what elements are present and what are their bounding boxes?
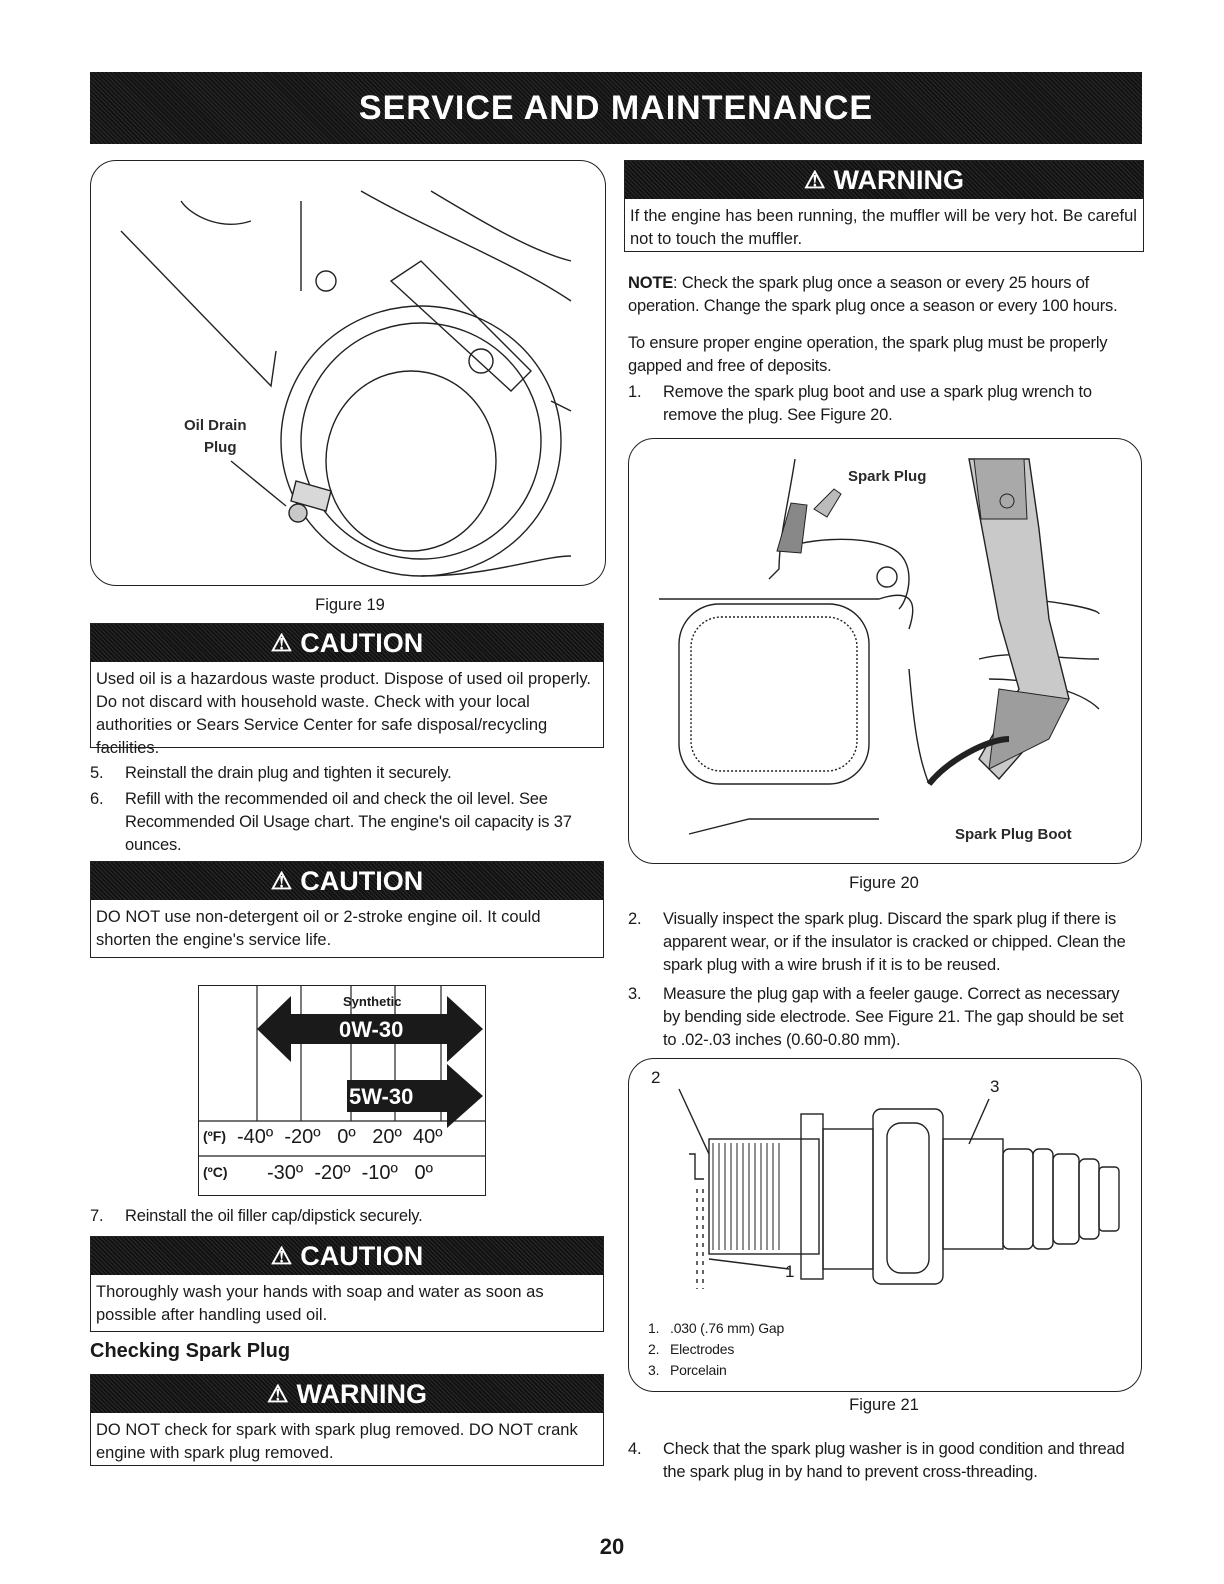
figure-21-caption: Figure 21 xyxy=(849,1396,919,1414)
warning-triangle-icon: ⚠ xyxy=(270,629,293,657)
page-number: 20 xyxy=(599,1534,625,1559)
oil-drain-illustration xyxy=(91,161,605,585)
spark-plug-label: Spark Plug xyxy=(848,468,927,485)
warning-text-1: If the engine has been running, the muffler will be very hot. Be careful not to touch the muffler. xyxy=(630,207,1137,248)
callout-1: 1 xyxy=(785,1262,795,1281)
caution-box-3 xyxy=(90,1236,604,1332)
celsius-values: -30º -20º -10º 0º xyxy=(267,1162,433,1184)
synthetic-label: Synthetic xyxy=(343,994,402,1009)
warning-triangle-icon: ⚠ xyxy=(270,867,293,895)
figure-20-caption: Figure 20 xyxy=(849,874,919,892)
oil-drain-label-2: Plug xyxy=(204,439,237,456)
page-banner xyxy=(90,72,1142,144)
banner-title: SERVICE AND MAINTENANCE xyxy=(358,88,874,127)
caution-header-1: ⚠ CAUTION xyxy=(91,624,603,662)
step-6: 6. Refill with the recommended oil and check the oil level. See Recommended Oil Usage chart. The engine's oil capacity is 37 ounces. xyxy=(90,790,572,854)
caution-text-2: DO NOT use non-detergent oil or 2-stroke engine oil. It could shorten the engine's service life. xyxy=(96,908,541,949)
step-1: 1. Remove the spark plug boot and use a spark plug wrench to remove the plug. See Figure 20. xyxy=(628,383,1092,424)
caution-text-1: Used oil is a hazardous waste product. Dispose of used oil properly. Do not discard with household waste. Check with your local authorities or Sears Service Center for safe disposal/recycling facilities. xyxy=(96,670,591,757)
figure-19-caption: Figure 19 xyxy=(315,596,385,614)
fahrenheit-label: (ºF) xyxy=(203,1128,226,1144)
callout-2: 2 xyxy=(651,1068,661,1087)
warning-triangle-icon: ⚠ xyxy=(266,1380,289,1408)
caution-box-1 xyxy=(90,623,604,757)
spark-plug-boot-label: Spark Plug Boot xyxy=(955,826,1072,843)
caution-header-3: ⚠ CAUTION xyxy=(91,1237,603,1275)
note-paragraph xyxy=(628,272,1140,318)
oil-grade-0w30: 0W-30 xyxy=(339,1017,404,1042)
step-2: 2. Visually inspect the spark plug. Discard the spark plug if there is apparent wear, or if the insulator is cracked or chipped. Clean the spark plug with a wire brush if it is to be reused. xyxy=(628,910,1126,974)
warning-header-1: ⚠ WARNING xyxy=(625,161,1143,199)
caution-text-3: Thoroughly wash your hands with soap and water as soon as possible after handling used oil. xyxy=(96,1283,544,1324)
caution-box-2 xyxy=(90,861,604,958)
callout-3: 3 xyxy=(990,1077,1000,1096)
step-3: 3. Measure the plug gap with a feeler gauge. Correct as necessary by bending side electrode. See Figure 21. The gap should be set to .02-.03 inches (0.60-0.80 mm). xyxy=(628,985,1124,1049)
warning-box-1 xyxy=(624,160,1144,252)
warning-triangle-icon: ⚠ xyxy=(803,166,826,194)
celsius-label: (ºC) xyxy=(203,1164,228,1180)
intro-paragraph: To ensure proper engine operation, the spark plug must be properly gapped and free of deposits. xyxy=(628,334,1108,375)
figure-20 xyxy=(628,438,1142,864)
warning-triangle-icon: ⚠ xyxy=(270,1242,293,1270)
figure-19 xyxy=(90,160,606,586)
oil-usage-chart xyxy=(198,985,486,1196)
note-text: : Check the spark plug once a season or every 25 hours of operation. Change the spark plug once a season or every 100 hours. xyxy=(628,274,1118,315)
warning-box-2 xyxy=(90,1374,604,1466)
warning-header-2: ⚠ WARNING xyxy=(91,1375,603,1413)
step-4: 4. Check that the spark plug washer is in good condition and thread the spark plug in by hand to prevent cross-threading. xyxy=(628,1440,1125,1481)
oil-drain-label-1: Oil Drain xyxy=(184,417,247,434)
fahrenheit-values: -40º -20º 0º 20º 40º xyxy=(237,1126,443,1148)
note-label: NOTE xyxy=(628,274,674,292)
caution-header-2: ⚠ CAUTION xyxy=(91,862,603,900)
oil-grade-5w30: 5W-30 xyxy=(349,1084,414,1109)
section-title: Checking Spark Plug xyxy=(90,1340,291,1362)
warning-text-2: DO NOT check for spark with spark plug removed. DO NOT crank engine with spark plug removed. xyxy=(96,1421,578,1462)
spark-plug-boot-illustration xyxy=(629,439,1141,863)
